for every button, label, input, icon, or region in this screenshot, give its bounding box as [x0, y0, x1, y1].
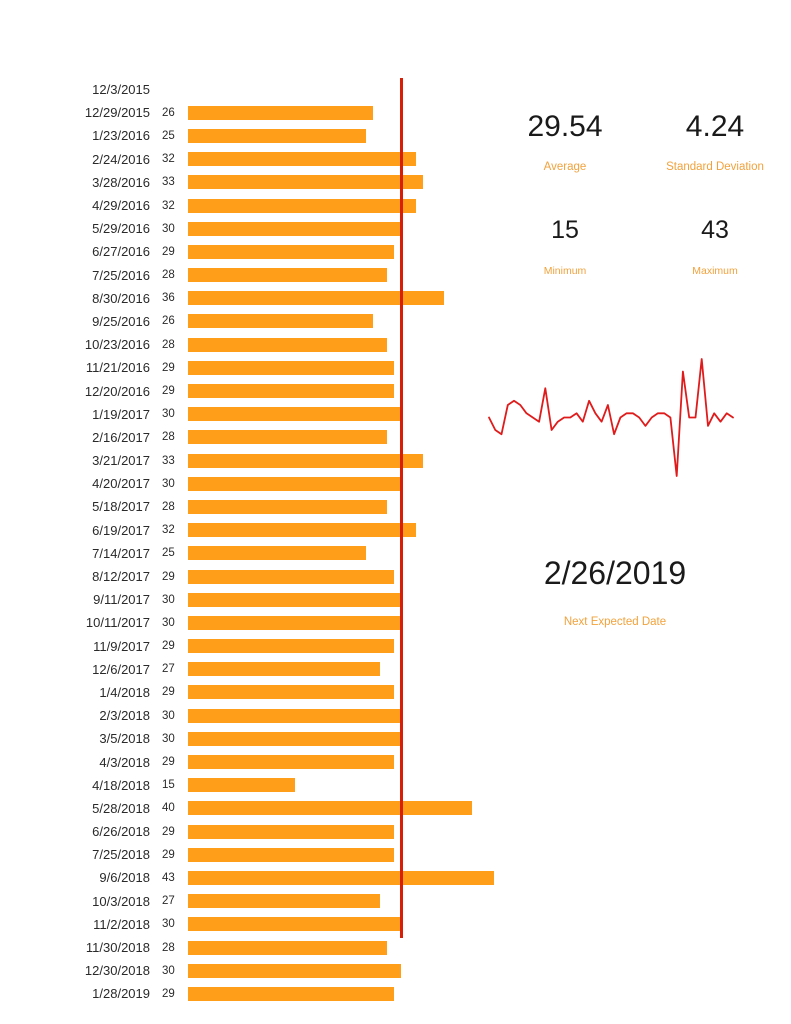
bar-track [188, 843, 490, 866]
bar-row-date: 10/11/2017 [85, 615, 150, 631]
bar-track [188, 565, 490, 588]
stat-average-value: 29.54 [527, 110, 603, 143]
bar-row [0, 936, 490, 959]
bar-row-value: 28 [162, 500, 175, 513]
bar-fill [188, 407, 401, 421]
bar-row [0, 495, 490, 518]
bar-row [0, 890, 490, 913]
bar-row [0, 171, 490, 194]
bar-track [188, 681, 490, 704]
bar-track [188, 78, 490, 101]
bar-fill [188, 384, 394, 398]
bar-row-value: 30 [162, 477, 175, 490]
bar-fill [188, 106, 373, 120]
bar-fill [188, 152, 416, 166]
bar-row-date: 4/20/2017 [92, 476, 150, 492]
bar-fill [188, 778, 295, 792]
bar-row-value: 29 [162, 245, 175, 258]
bar-row [0, 519, 490, 542]
bar-fill [188, 314, 373, 328]
bar-row-date: 1/19/2017 [92, 406, 150, 422]
bar-fill [188, 570, 394, 584]
bar-row [0, 356, 490, 379]
bar-row-date: 2/3/2018 [99, 708, 150, 724]
bar-row-date: 12/6/2017 [92, 661, 150, 677]
bar-row-date: 1/4/2018 [99, 684, 150, 700]
bar-fill [188, 430, 387, 444]
bar-fill [188, 709, 401, 723]
bar-row [0, 264, 490, 287]
bar-row-value: 28 [162, 431, 175, 444]
bar-row-date: 9/11/2017 [93, 592, 150, 608]
bar-row-date: 9/6/2018 [99, 870, 150, 886]
bar-row-value: 27 [162, 895, 175, 908]
bar-row-value: 36 [162, 292, 175, 305]
bar-track [188, 124, 490, 147]
bar-fill [188, 199, 416, 213]
bar-track [188, 611, 490, 634]
bar-row-date: 7/25/2018 [92, 847, 150, 863]
next-expected-date [490, 555, 740, 628]
bar-row [0, 426, 490, 449]
bar-row-date: 5/18/2017 [92, 499, 150, 515]
bar-fill [188, 871, 494, 885]
bar-track [188, 426, 490, 449]
bar-track [188, 727, 490, 750]
bar-row [0, 959, 490, 982]
bar-track [188, 495, 490, 518]
bar-fill [188, 500, 387, 514]
bar-fill [188, 523, 416, 537]
bar-row [0, 449, 490, 472]
bar-row [0, 704, 490, 727]
bar-row-date: 11/30/2018 [85, 940, 150, 956]
bar-row-value: 30 [162, 593, 175, 606]
bar-fill [188, 639, 394, 653]
bar-track [188, 982, 490, 1005]
stat-minimum [490, 217, 640, 277]
bar-row [0, 843, 490, 866]
bar-track [188, 333, 490, 356]
statistics-panel [490, 110, 790, 277]
next-expected-date-value: 2/26/2019 [543, 555, 687, 591]
stats-row-primary [490, 110, 790, 173]
bar-row-value: 28 [162, 941, 175, 954]
bar-fill [188, 222, 401, 236]
bar-row-value: 30 [162, 732, 175, 745]
stat-standard-deviation-value: 4.24 [685, 110, 745, 143]
bar-track [188, 959, 490, 982]
bar-row-date: 10/3/2018 [92, 893, 150, 909]
bar-fill [188, 662, 380, 676]
sparkline-svg [486, 345, 736, 490]
bar-row [0, 240, 490, 263]
sparkline-series [489, 359, 733, 476]
bar-row-date: 5/29/2016 [92, 221, 150, 237]
bar-fill [188, 291, 444, 305]
bar-row-value: 30 [162, 408, 175, 421]
bar-row [0, 797, 490, 820]
bar-track [188, 658, 490, 681]
bar-row-date: 3/21/2017 [92, 453, 150, 469]
bar-row [0, 588, 490, 611]
bar-row [0, 78, 490, 101]
bar-row [0, 565, 490, 588]
bar-track [188, 217, 490, 240]
bar-row-value: 29 [162, 361, 175, 374]
bar-fill [188, 755, 394, 769]
stat-maximum-label: Maximum [692, 264, 738, 277]
bar-row [0, 194, 490, 217]
bar-row-value: 29 [162, 987, 175, 1000]
bar-track [188, 866, 490, 889]
bar-fill [188, 825, 394, 839]
bar-track [188, 588, 490, 611]
bar-row-value: 26 [162, 315, 175, 328]
stat-maximum-value: 43 [701, 216, 729, 244]
bar-row-value: 29 [162, 686, 175, 699]
bar-row-value: 29 [162, 848, 175, 861]
bar-fill [188, 593, 401, 607]
bar-row-date: 11/9/2017 [93, 638, 150, 654]
bar-row [0, 124, 490, 147]
bar-row [0, 727, 490, 750]
bar-row-value: 30 [162, 709, 175, 722]
bar-track [188, 194, 490, 217]
bar-row [0, 542, 490, 565]
bar-row-value: 29 [162, 570, 175, 583]
bar-track [188, 264, 490, 287]
bar-fill [188, 917, 401, 931]
bar-fill [188, 941, 387, 955]
bar-row [0, 287, 490, 310]
bar-track [188, 171, 490, 194]
bar-row-date: 11/21/2016 [85, 360, 150, 376]
bar-row-value: 30 [162, 222, 175, 235]
bar-fill [188, 454, 423, 468]
bar-row [0, 750, 490, 773]
bar-fill [188, 801, 472, 815]
bar-row-date: 4/18/2018 [92, 777, 150, 793]
bar-chart [0, 78, 490, 1006]
bar-row [0, 217, 490, 240]
bar-row-date: 7/14/2017 [92, 545, 150, 561]
bar-track [188, 704, 490, 727]
bar-row-date: 6/26/2018 [92, 824, 150, 840]
bar-row-value: 25 [162, 547, 175, 560]
bar-row [0, 101, 490, 124]
bar-track [188, 750, 490, 773]
bar-fill [188, 245, 394, 259]
bar-row-value: 30 [162, 964, 175, 977]
bar-row-value: 30 [162, 616, 175, 629]
bar-row-value: 25 [162, 129, 175, 142]
bar-row [0, 611, 490, 634]
bar-row-date: 7/25/2016 [92, 267, 150, 283]
bar-row-value: 32 [162, 524, 175, 537]
bar-row [0, 774, 490, 797]
stat-maximum [640, 217, 790, 277]
bar-track [188, 472, 490, 495]
bar-row-value: 40 [162, 802, 175, 815]
bar-track [188, 379, 490, 402]
bar-row-value: 28 [162, 269, 175, 282]
bar-row-date: 12/30/2018 [84, 963, 150, 979]
bar-row [0, 658, 490, 681]
bar-track [188, 287, 490, 310]
bar-fill [188, 894, 380, 908]
bar-track [188, 101, 490, 124]
bar-row-date: 3/5/2018 [99, 731, 150, 747]
bar-track [188, 797, 490, 820]
bar-row-date: 8/30/2016 [92, 290, 150, 306]
bar-row-date: 4/3/2018 [99, 754, 150, 770]
bar-track [188, 310, 490, 333]
bar-fill [188, 361, 394, 375]
bar-row [0, 310, 490, 333]
stat-minimum-label: Minimum [543, 264, 587, 277]
bar-row [0, 820, 490, 843]
bar-track [188, 356, 490, 379]
bar-row-date: 12/20/2016 [84, 383, 150, 399]
bar-row-date: 6/27/2016 [92, 244, 150, 260]
bar-row-value: 27 [162, 663, 175, 676]
bar-fill [188, 732, 401, 746]
bar-row [0, 913, 490, 936]
bar-row-date: 2/16/2017 [92, 429, 150, 445]
bar-row-date: 1/23/2016 [92, 128, 150, 144]
bar-track [188, 240, 490, 263]
bar-row-value: 26 [162, 106, 175, 119]
bar-track [188, 820, 490, 843]
bar-row-date: 10/23/2016 [84, 337, 150, 353]
bar-fill [188, 987, 394, 1001]
bar-row-value: 28 [162, 338, 175, 351]
bar-row-date: 11/2/2018 [93, 916, 150, 932]
bar-row [0, 333, 490, 356]
bar-row-date: 12/3/2015 [92, 82, 150, 98]
bar-fill [188, 338, 387, 352]
average-reference-line [400, 78, 403, 938]
sparkline-chart [486, 345, 736, 490]
bar-track [188, 635, 490, 658]
bar-fill [188, 129, 366, 143]
bar-row [0, 148, 490, 171]
bar-fill [188, 848, 394, 862]
bar-row-value: 33 [162, 176, 175, 189]
bar-fill [188, 268, 387, 282]
bar-row [0, 403, 490, 426]
bar-row-value: 29 [162, 640, 175, 653]
bar-fill [188, 964, 401, 978]
bar-row-date: 4/29/2016 [92, 198, 150, 214]
bar-row-date: 8/12/2017 [92, 569, 150, 585]
stat-minimum-value: 15 [551, 216, 579, 244]
bar-fill [188, 685, 394, 699]
bar-row [0, 681, 490, 704]
bar-row [0, 635, 490, 658]
bar-row-value: 33 [162, 454, 175, 467]
bar-row-date: 3/28/2016 [92, 174, 150, 190]
bar-track [188, 519, 490, 542]
bar-row-value: 15 [162, 779, 175, 792]
bar-row-value: 29 [162, 756, 175, 769]
bar-row-date: 5/28/2018 [92, 800, 150, 816]
bar-track [188, 403, 490, 426]
bar-row-date: 6/19/2017 [92, 522, 150, 538]
bar-row [0, 379, 490, 402]
bar-fill [188, 546, 366, 560]
bar-track [188, 542, 490, 565]
bar-row-date: 9/25/2016 [92, 313, 150, 329]
stat-standard-deviation [640, 110, 790, 173]
bar-row [0, 982, 490, 1005]
bar-row-value: 29 [162, 825, 175, 838]
bar-row [0, 472, 490, 495]
stat-standard-deviation-label: Standard Deviation [666, 161, 764, 173]
bar-row-value: 32 [162, 199, 175, 212]
bar-track [188, 890, 490, 913]
bar-track [188, 774, 490, 797]
bar-track [188, 449, 490, 472]
bar-row-value: 43 [162, 871, 175, 884]
bar-row [0, 866, 490, 889]
stat-average-label: Average [543, 161, 587, 173]
bar-fill [188, 477, 401, 491]
bar-fill [188, 175, 423, 189]
bar-row-value: 32 [162, 153, 175, 166]
bar-fill [188, 616, 401, 630]
bar-track [188, 148, 490, 171]
bar-row-date: 12/29/2015 [84, 105, 150, 121]
bar-row-date: 1/28/2019 [92, 986, 150, 1002]
stat-average [490, 110, 640, 173]
stats-row-secondary [490, 217, 790, 277]
bar-row-date: 2/24/2016 [92, 151, 150, 167]
bar-row-value: 29 [162, 385, 175, 398]
bar-track [188, 913, 490, 936]
bar-track [188, 936, 490, 959]
next-expected-date-label: Next Expected Date [563, 616, 667, 628]
bar-row-value: 30 [162, 918, 175, 931]
